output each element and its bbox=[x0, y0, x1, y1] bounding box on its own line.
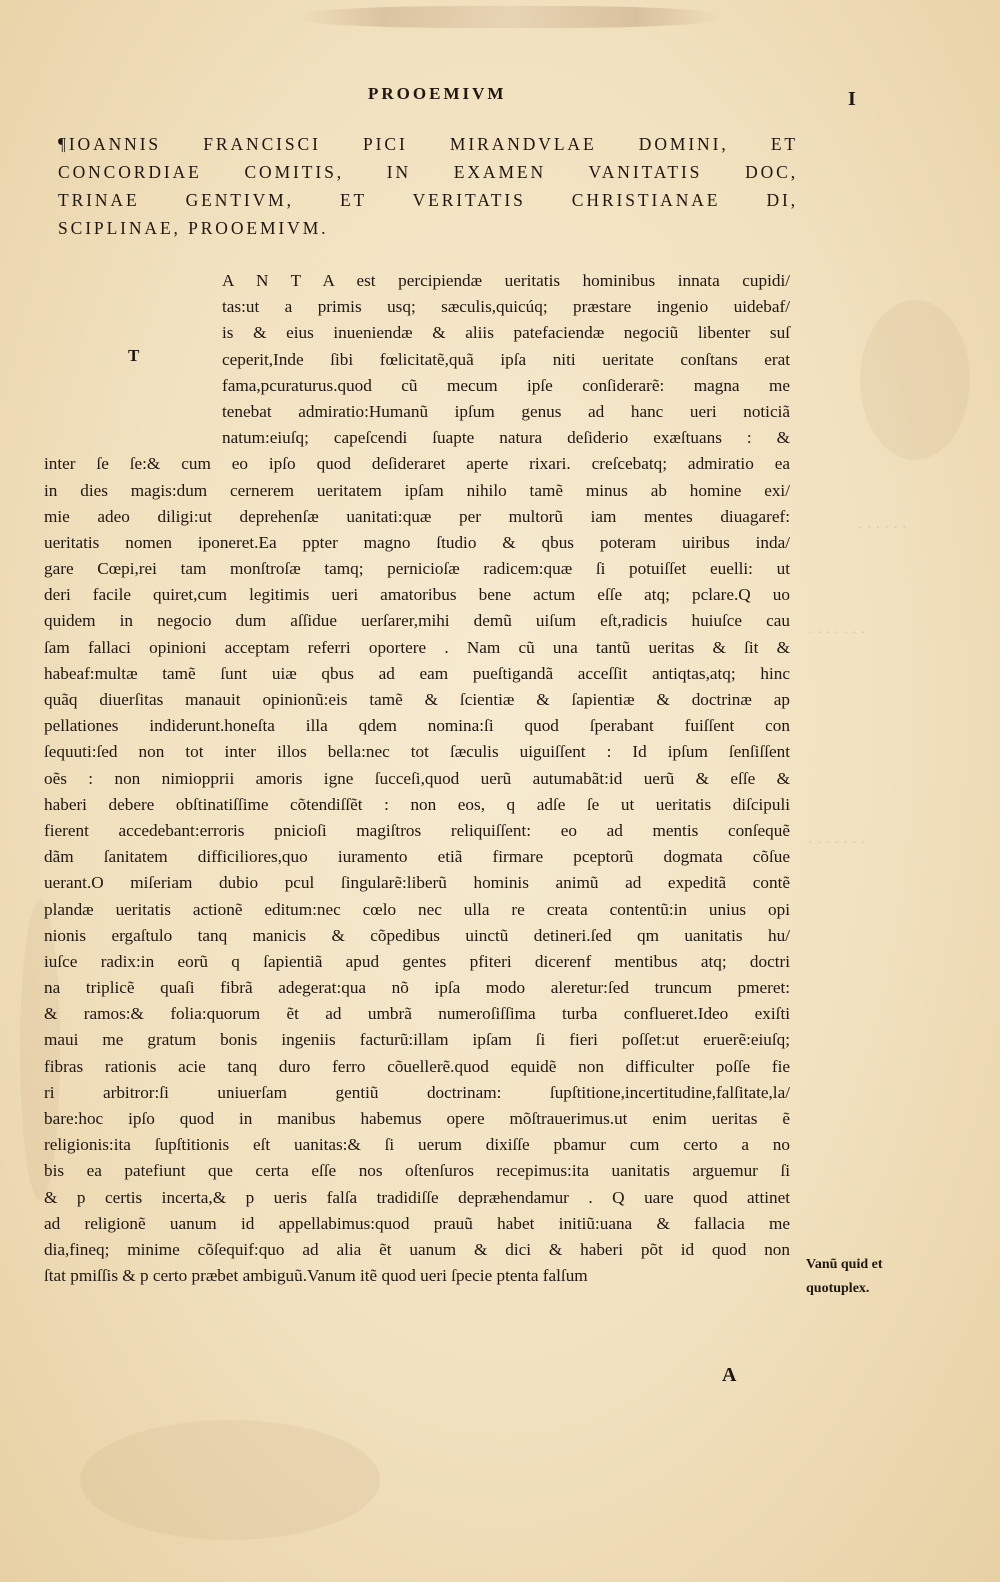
heading-line: SCIPLINAE, PROOEMIVM. bbox=[58, 218, 329, 238]
text-line: bis ea patefiunt que certa eſſe nos oſtenſuros recepimus:ita uanitatis arguemur ſi bbox=[44, 1161, 790, 1181]
show-through-text: · · · · · · bbox=[858, 520, 907, 536]
text-line: is & eius inueniendæ & aliis patefaciendæ negociũ libenter suſ bbox=[222, 323, 790, 343]
marginal-note-line: Vanũ quid et bbox=[806, 1257, 883, 1272]
text-line: iuſce radix:in eorũ q ſapientiã apud gentes pfiteri dicerenf mentibus atq; doctri bbox=[44, 951, 790, 971]
text-line: fama,pcuraturus.quod cũ mecum ipſe conſiderarẽ: magna me bbox=[222, 375, 790, 395]
text-line: & ramos:& folia:quorum ẽt ad umbrã numeroſiſſima turba conflueret.Ideo exiſti bbox=[44, 1004, 790, 1024]
text-line: habeaf:multæ tamẽ ſunt uiæ qbus ad eam pueſtigandã acceſſit antiqtas,atq; hinc bbox=[44, 663, 790, 683]
text-line: quidem in negocio dum aſſidue uerſarer,mihi demũ uiſum eſt,radicis huiuſce cau bbox=[44, 611, 790, 631]
show-through-text: · · · · · · · bbox=[808, 625, 866, 641]
text-line: deri facile quiret,cum legitimis ueri amatoribus bene actum eſſe atq; pclare.Q uo bbox=[44, 585, 790, 605]
text-line: ſam fallaci opinioni acceptam referri oportere . Nam cũ una tantũ ueritas & ſit & bbox=[44, 637, 790, 657]
text-line: fierent accedebant:erroris pnicioſi magiſtros reliquiſſent: eo ad mentis conſequẽ bbox=[44, 820, 790, 840]
text-line: ceperit,Inde ſibi fœlicitatẽ,quã ipſa niti ueritate conſtans erat bbox=[222, 349, 790, 369]
text-line: ad religionẽ uanum id appellabimus:quod prauũ habet initiũ:uana & fallacia me bbox=[44, 1213, 790, 1233]
initial-letter: T bbox=[128, 346, 140, 365]
text-line: A N T A est percipiendæ ueritatis hominibus innata cupidi/ bbox=[222, 271, 790, 290]
text-line: inter ſe ſe:& cum eo ipſo quod deſideraret aperte rixari. creſcebatq; admiratio ea bbox=[44, 454, 790, 474]
marginal-note-line: quotuplex. bbox=[806, 1281, 870, 1296]
chapter-heading bbox=[58, 130, 798, 242]
text-line: plandæ ueritatis actionẽ editum:nec cœlo nec ulla re creata contentũ:in unius opi bbox=[44, 899, 790, 919]
text-line: ſtat pmiſſis & p certo præbet ambiguũ.Vanum itẽ quod ueri ſpecie ptenta falſum bbox=[44, 1266, 588, 1286]
page-edge-stain bbox=[300, 6, 720, 28]
signature-mark: A bbox=[722, 1364, 737, 1386]
text-line: fibras rationis acie tanq duro ferro cõuellerẽ.quod equidẽ non difficulter poſſe fie bbox=[44, 1056, 790, 1076]
text-line: & p certis incerta,& p ueris falſa tradidiſſe depræhendamur . Q uare quod attinet bbox=[44, 1187, 790, 1207]
text-line: bare:hoc ipſo quod in manibus habemus opere mõſtrauerimus.ut enim ueritas ẽ bbox=[44, 1109, 790, 1128]
text-line: ri arbitror:ſi uniuerſam gentiũ doctrinam: ſupſtitione,incertitudine,falſitate,la/ bbox=[44, 1082, 790, 1102]
heading-line: TRINAE GENTIVM, ET VERITATIS CHRISTIANAE DI, bbox=[58, 190, 798, 210]
text-line: uerant.O miſeriam dubio pcul ſingularẽ:liberũ hominis animũ ad expeditã contẽ bbox=[44, 873, 790, 893]
text-line: ſequuti:ſed non tot inter illos bella:nec tot ſæculis uiguiſſent : Id ipſum ſenſiſſent bbox=[44, 742, 790, 762]
text-line: mie adeo diligi:ut deprehenſæ uanitati:quæ per multorũ iam mentes diuagaref: bbox=[44, 506, 790, 526]
text-line: ueritatis nomen iponeret.Ea ppter magno ſtudio & qbus poteram uiribus inda/ bbox=[44, 532, 790, 552]
text-line: quãq diuerſitas manauit opinionũ:eis tamẽ & ſcientiæ & ſapientiæ & doctrinæ ap bbox=[44, 690, 790, 709]
text-line: maui me gratum bonis ingeniis facturũ:illam ipſam ſi fieri poſſet:ut eruerẽ:eiuſq; bbox=[44, 1030, 790, 1050]
text-line: haberi debere obſtinatiſſime cõtendiſſẽt : non eos, q adſe ſe ut ueritatis diſcipuli bbox=[44, 794, 790, 814]
folio-number: I bbox=[848, 88, 856, 110]
heading-line: ¶IOANNIS FRANCISCI PICI MIRANDVLAE DOMINI, ET bbox=[58, 134, 798, 154]
text-line: dãm ſanitatem difficiliores,quo iuramento etiã firmare pceptorũ dogmata cõſue bbox=[44, 847, 790, 867]
text-line: tenebat admiratio:Humanũ ipſum genus ad hanc ueri noticiã bbox=[222, 401, 790, 421]
text-line: natum:eiuſq; capeſcendi ſuapte natura deſiderio exæſtuans : & bbox=[222, 428, 790, 448]
paper-stain bbox=[80, 1420, 380, 1540]
text-line: religionis:ita ſupſtitionis eſt uanitas:& ſi uerum dixiſſe pbamur cum certo a no bbox=[44, 1135, 790, 1155]
text-line: nionis ergaſtulo tanq manicis & cõpedibus uinctũ detineri.ſed qm uanitatis hu/ bbox=[44, 925, 790, 945]
text-line: dia,fineq; minime cõſequif:quo ad alia ẽt uanum & dici & haberi põt id quod non bbox=[44, 1239, 790, 1259]
body-text bbox=[0, 268, 1000, 1289]
marginal-note bbox=[806, 1253, 883, 1301]
text-line: na triplicẽ quaſi fibrã adegerat:qua nõ ipſa modo aleretur:ſed truncum pmeret: bbox=[44, 978, 790, 998]
text-line: pellationes indiderunt.honeſta illa qdem nomina:ſi quod ſperabant fuiſſent con bbox=[44, 716, 790, 736]
text-line: tas:ut a primis usq; sæculis,quicúq; præstare ingenio uidebaf/ bbox=[222, 297, 790, 317]
text-line: in dies magis:dum cernerem ueritatem ipſam nihilo tamẽ minus ab homine exi/ bbox=[44, 480, 790, 500]
running-head: PROOEMIVM bbox=[368, 84, 507, 103]
text-line: oẽs : non nimiopprii amoris igne ſucceſi,quod uerũ autumabãt:id uerũ & eſſe & bbox=[44, 768, 790, 788]
show-through-text: · · · · · · · bbox=[808, 835, 866, 851]
text-line: gare Cœpi,rei tam monſtroſæ tamq; pernicioſæ radicem:quæ ſi potuiſſet euelli: ut bbox=[44, 559, 790, 579]
heading-line: CONCORDIAE COMITIS, IN EXAMEN VANITATIS DOC, bbox=[58, 162, 798, 182]
